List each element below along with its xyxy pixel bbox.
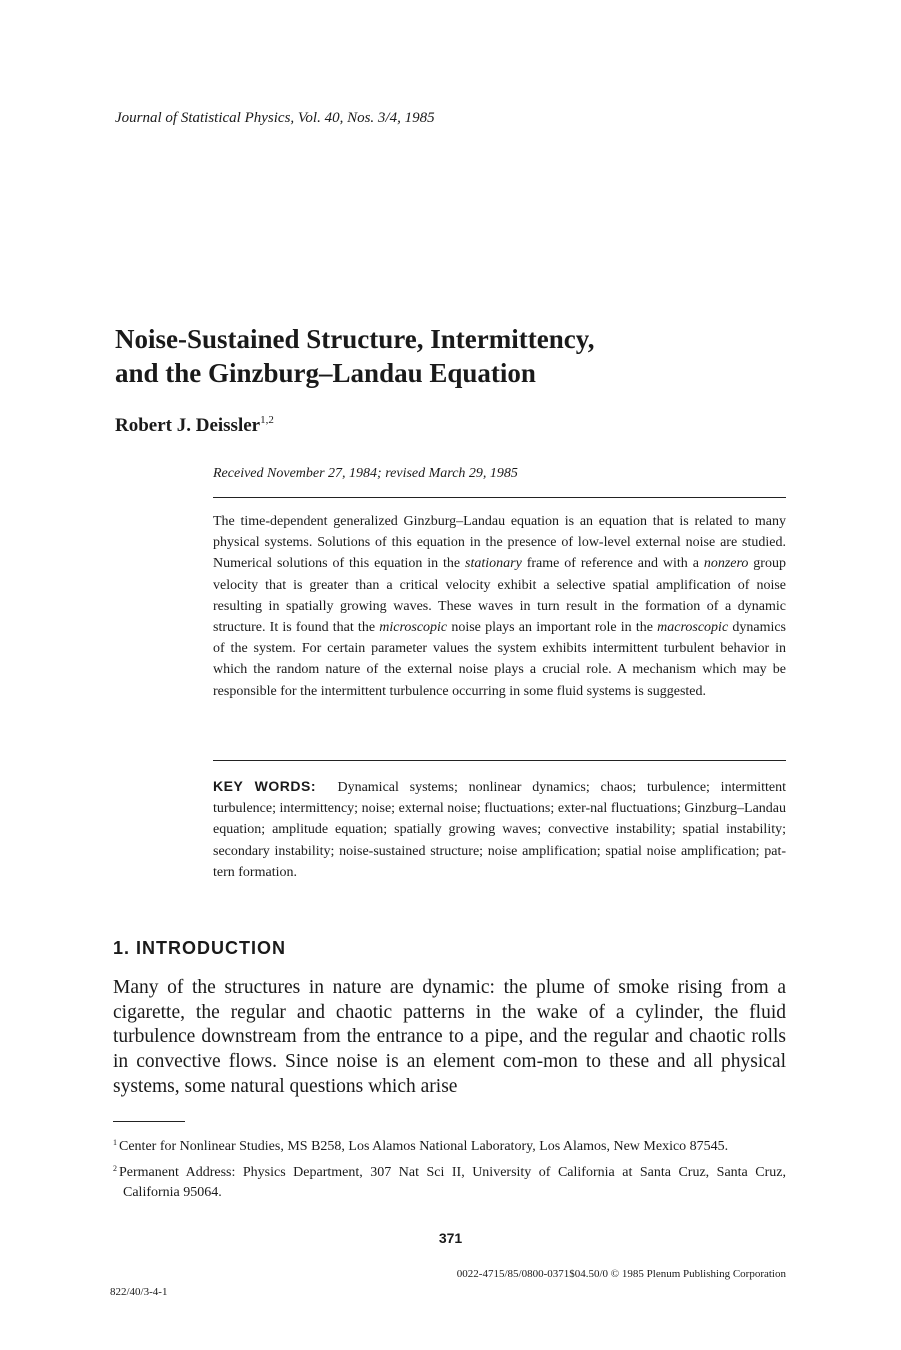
footnote-1-mark: 1 [113, 1138, 117, 1147]
title-line-2: and the Ginzburg–Landau Equation [115, 358, 536, 388]
footnote-rule [113, 1121, 185, 1122]
copyright-line: 0022-4715/85/0800-0371$04.50/0 © 1985 Plenum Publishing Corporation [456, 1268, 786, 1280]
abstract-text-1: The time-dependent generalized Ginzburg–Landau equation is an equation that is related to many physical systems. Solutions of this equation in the presence of low-level external noise are studied. Numerical solutions of this equation in the [213, 514, 786, 572]
print-code: 822/40/3-4-1 [110, 1286, 168, 1298]
abstract-text-2: frame of reference and with a [521, 556, 704, 572]
footnote-2-mark: 2 [113, 1163, 117, 1173]
abstract-text-5: dynamics of the system. For certain parameter values the system exhibits intermittent turbulent behavior in which the random nature of the external noise plays a crucial role. A mechanism which may be responsible for the intermittent turbulence occurring in some fluid systems is suggested. [213, 620, 787, 699]
abstract-emphasis-2: nonzero [703, 556, 749, 572]
author-affiliation-marks: 1,2 [260, 414, 274, 426]
section-heading-introduction: 1. INTRODUCTION [113, 938, 287, 958]
journal-citation: Journal of Statistical Physics, Vol. 40, Nos. 3/4, 1985 [115, 110, 435, 126]
abstract-text-3: group velocity that is greater than a critical velocity exhibit a selective spatial amplification of noise resulting in spatially growing waves. These waves in turn result in the formation of a dynamic structure. It is found that the [213, 556, 786, 636]
article-title [115, 322, 795, 390]
page-number: 371 [438, 1230, 463, 1246]
received-dates: Received November 27, 1984; revised March 29, 1985 [213, 466, 518, 481]
abstract-top-rule [213, 497, 786, 498]
footnote-2-text: Permanent Address: Physics Department, 307 Nat Sci II, University of California at Santa Cruz, Santa Cruz, California 95064. [119, 1164, 786, 1200]
footnote-1 [113, 1133, 786, 1157]
abstract-text-4: noise plays an important role in the [447, 620, 658, 636]
footnote-1-text: Center for Nonlinear Studies, MS B258, Los Alamos National Laboratory, Los Alamos, New Mexico 87545. [119, 1139, 729, 1154]
abstract-emphasis-3: microscopic [379, 620, 448, 636]
author [115, 414, 274, 437]
abstract [213, 511, 786, 702]
keywords-text: Dynamical systems; nonlinear dynamics; chaos; turbulence; intermittent turbulence; intermittency; noise; external noise; fluctuations; exter-nal fluctuations; Ginzburg–Landau equation; amplitude equation; spatially growing waves; convective instability; spatial instability; secondary instability; noise-sustained structure; noise amplification; spatial noise amplification; pat-tern formation. [213, 780, 787, 880]
footnotes [113, 1133, 786, 1204]
introduction-paragraph: Many of the structures in nature are dynamic: the plume of smoke rising from a cigarette, the regular and chaotic patterns in the wake of a cylinder, the fluid turbulence downstream from the entrance to a pipe, and the regular and chaotic rolls in convective flows. Since noise is an element com-mon to these and all physical systems, some natural questions which arise [113, 977, 786, 1097]
keywords-label: KEY WORDS: [213, 778, 316, 794]
abstract-emphasis-4: macroscopic [657, 620, 729, 636]
author-name: Robert J. Deissler [115, 415, 261, 436]
title-line-1: Noise-Sustained Structure, Intermittency, [115, 324, 595, 354]
abstract-bottom-rule [213, 760, 786, 761]
keywords [213, 776, 786, 883]
footnote-2 [113, 1159, 786, 1203]
abstract-emphasis-1: stationary [465, 556, 522, 572]
